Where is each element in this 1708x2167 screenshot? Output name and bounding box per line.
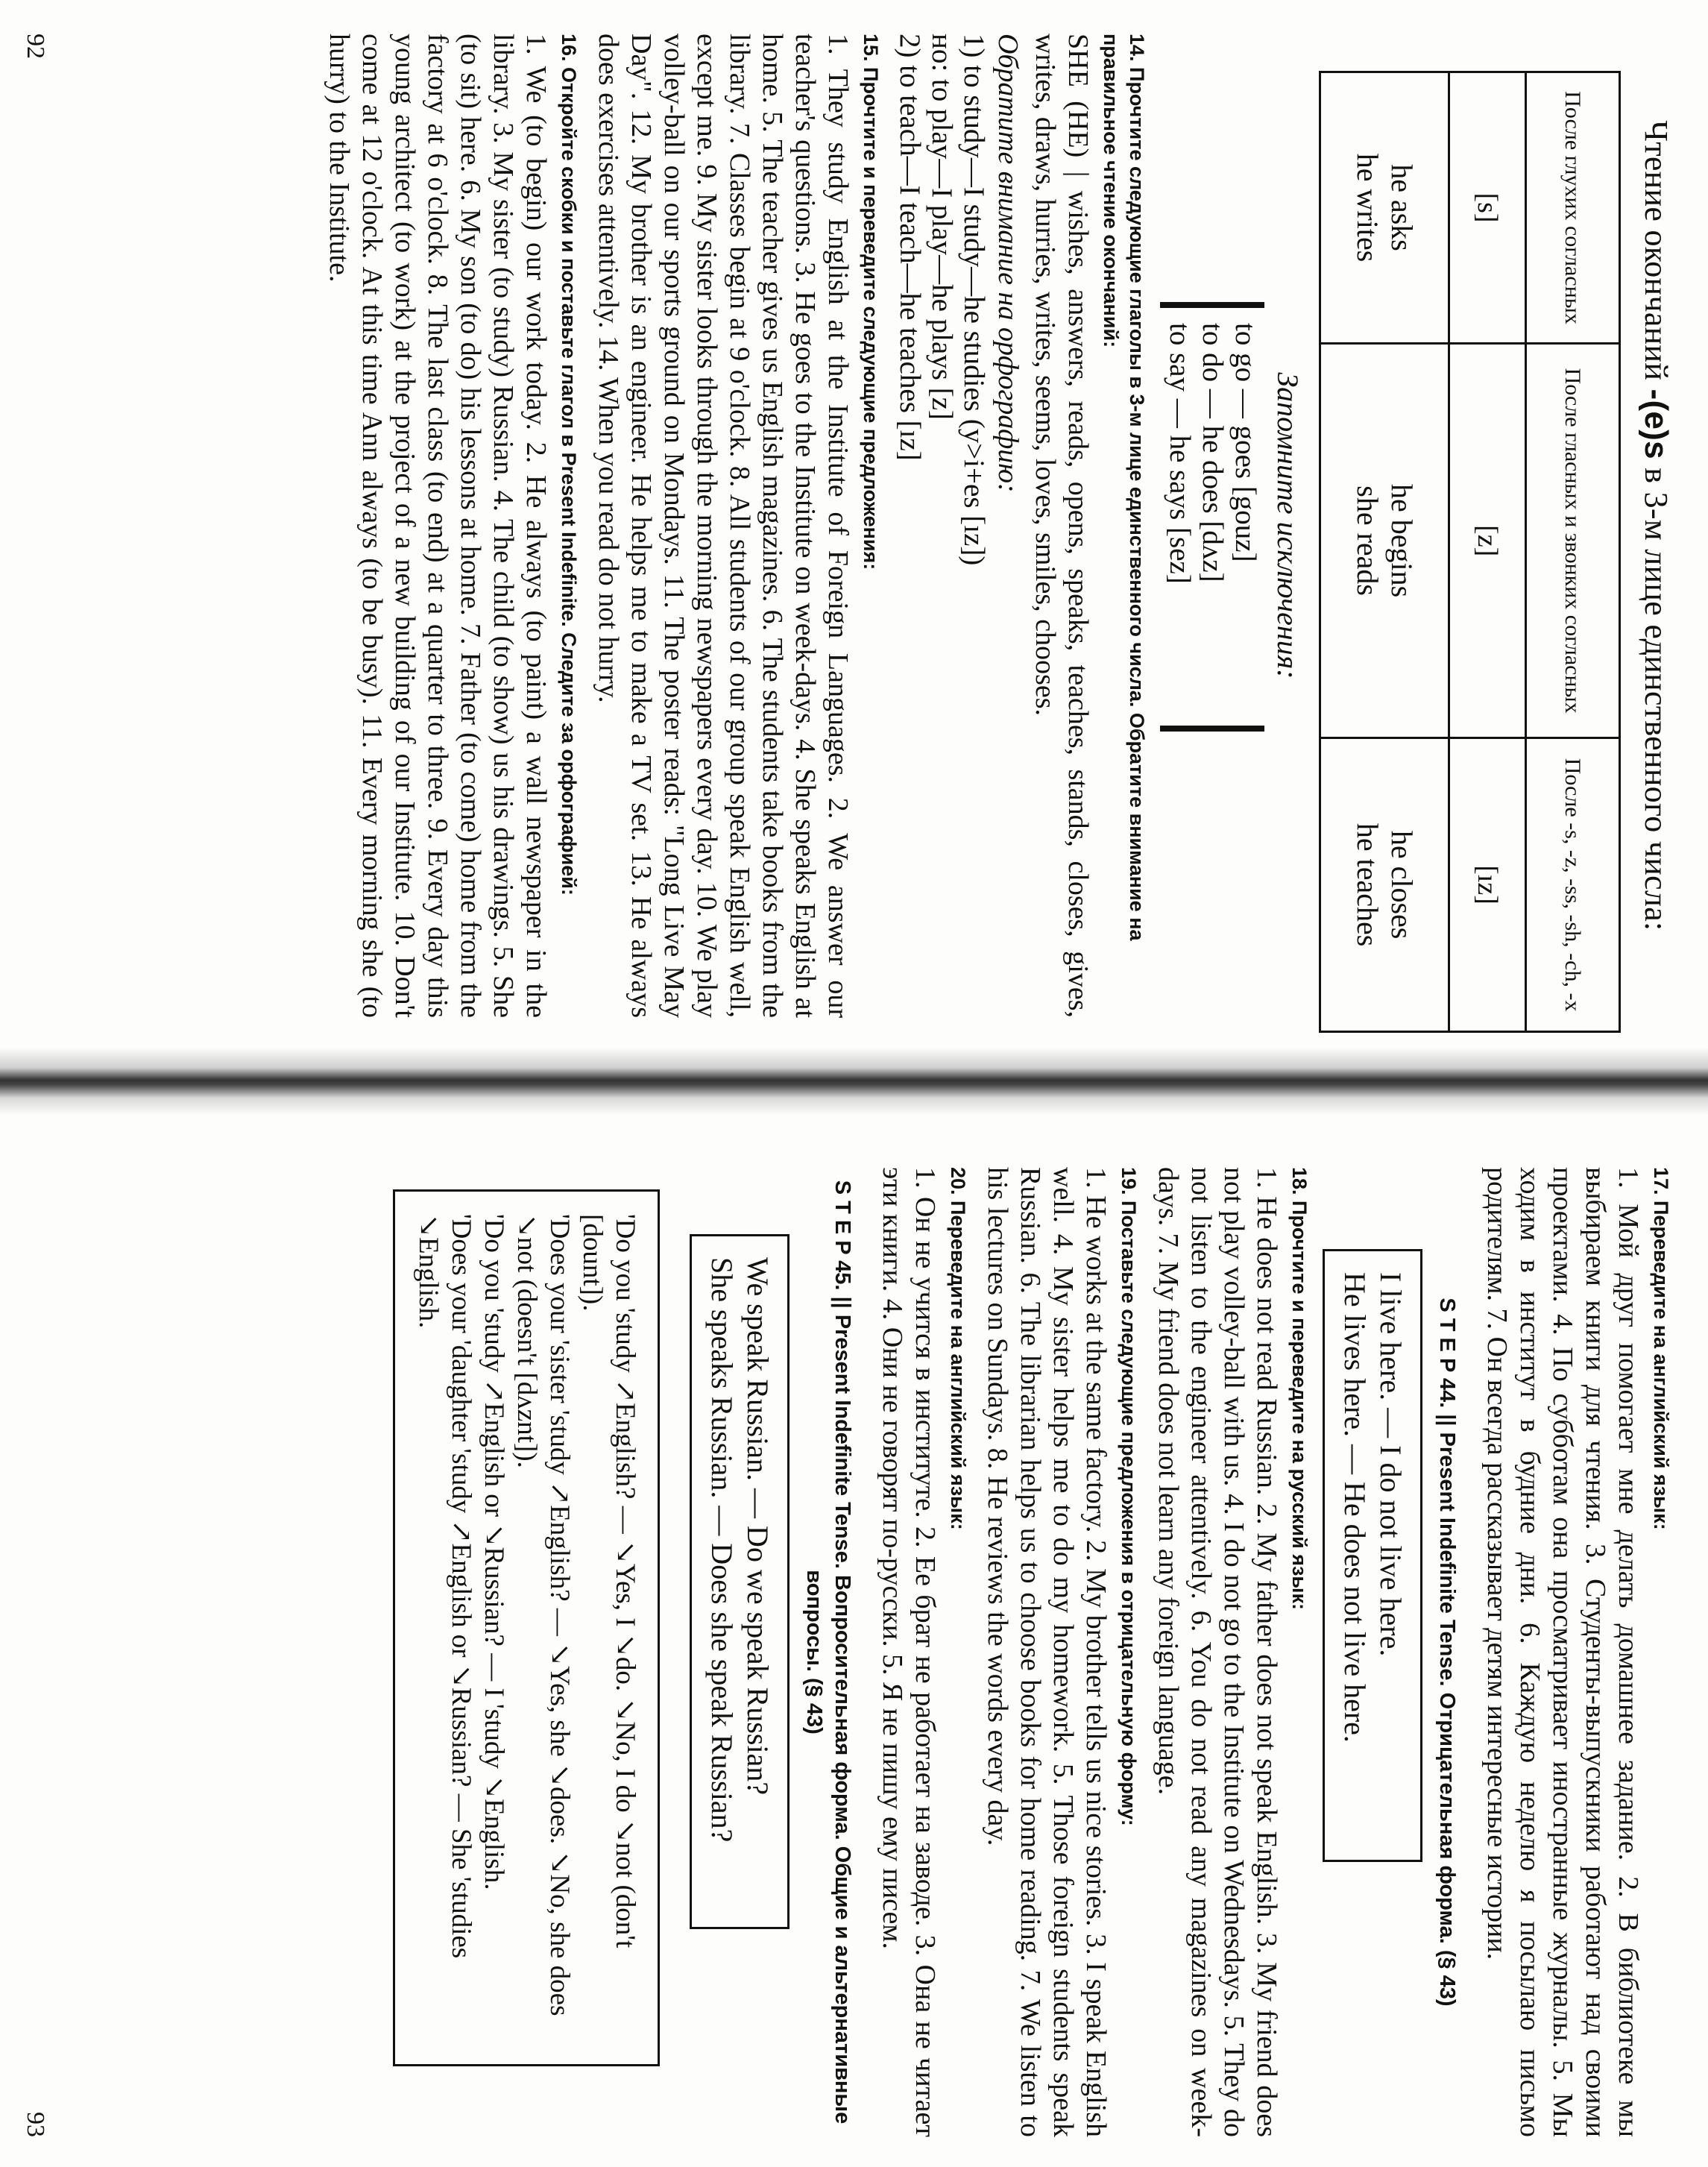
example-line: I live here. — I do not live here. [1374,1272,1408,1657]
example-line: he closes [1385,830,1419,940]
endings-table [1319,71,1621,1033]
example-line: He lives here. — He does not live here. [1338,1272,1372,1743]
intonation-dialog-box [393,1189,660,2066]
page-number: 92 [22,34,49,59]
exercise-17-text: 1. Мой друг помогает мне делать домашнее задание. 2. В библиотеке мы выбираем книги для чтения. 3. Студенты-выпускники работают над своими проектами. 4. По субботам она просматривает иностранные журналы. 5. Мы ходим в институт в будние дни. 6. Каждую неделю я посылаю письмо родителям. 7. Он всегда рассказывает детям интересные истории. [1481,1167,1644,2137]
table-sound-row [1449,72,1526,1032]
step-45-heading: S T E P 45. || Present Indefinite Tense. Вопросительная форма. Общие и альтернативные вопросы. (§ 43) [802,1180,854,2124]
exercise-19-heading: 19. Поставьте следующие предложения в отрицательную форму: [1118,1167,1140,1826]
exercise-20-text: 1. Он не учится в институте. 2. Ее брат не работает на заводе. 3. Она не читает эти книги. 4. Они не говорят по-русски. 5. Я не пишу ему писем. [877,1167,941,2137]
table-example-cell [1320,344,1449,738]
book-gutter [0,1048,1708,1115]
table-sound-cell: [ız] [1449,738,1526,1032]
table-header-cell: После -s, -z, -ss, -sh, -ch, -x [1526,738,1620,1032]
dialog-line: 'Does your 'sister 'study ↗English? — ↘Yes, she ↘does. ↘No, she does ↘not (doesn't [dʌznt]). [511,1214,575,2016]
example-box-step-44 [1323,1249,1422,1862]
dialog-line: 'Do you 'study ↗English? — ↘Yes, I ↘do. ↘No, I do ↘not (don't [dount]). [577,1214,640,1949]
table-example-cell [1320,738,1449,1032]
exercise-16-text: 1. We (to begin) our work today. 2. He always (to paint) a wall newspaper in the library. 3. My sister (to study) Russian. 4. The child (to show) us his drawings. 5. She (to sit) here. 6. My son (to do) his lessons at home. 7. Father (to come) home from the factory at 6 o'clock. 8. The last class (to end) at a quarter to three. 9. Every day this young architect (to work) at the project of a new building of our Institute. 10. Don't come at 12 o'clock. At this time Ann always (to be busy). 11. Every morning she (to hurry) to the Institute. [324,34,552,1018]
example-line: he asks [1385,164,1419,251]
example-box-step-45 [690,1234,790,1929]
table-sound-cell: [z] [1449,344,1526,738]
page-number: 93 [22,2112,49,2137]
page-title [1637,34,1675,1018]
title-text-suffix: в 3-м лице единственного числа: [1638,459,1674,931]
exercise-14-text: SHE (HE) | wishes, answers, reads, opens, speaks, teaches, stands, closes, gives, writes, draws, hurries, writes, seems, loves, smiles, chooses. [1030,34,1094,1018]
example-line: We speak Russian. — Do we speak Russian? [741,1257,775,1796]
exercise-18-heading: 18. Прочтите и переведите на русский язык: [1288,1167,1311,1610]
table-header-cell: После глухих согласных [1526,72,1620,344]
exception-item: to do — he does [dʌz] [1197,323,1229,582]
exception-item: to go — goes [gouz] [1229,323,1261,562]
dialog-line: 'Do you 'study ↗English or ↘Russian? — I 'study ↘English. [479,1214,509,1890]
left-page [0,0,1708,1048]
title-text: Чтение окончаний [1638,120,1674,389]
spelling-rule: но: to play—I play—he plays [z] [926,34,958,420]
table-example-row [1320,72,1449,1032]
example-line: he begins [1385,484,1419,598]
exercise-18-text: 1. He does not read Russian. 2. My father does not speak English. 3. My friend does not play volley-ball with us. 4. I do not go to the Institute on Wednesdays. 5. They do not listen to the engineer attentively. 6. You do not read any magazines on week-days. 7. My friend does not learn any foreign language. [1153,1167,1282,2137]
spelling-rule: 2) to teach—I teach—he teaches [ız] [894,34,926,461]
table-header-cell: После гласных и звонких согласных [1526,344,1620,738]
example-line: he writes [1351,153,1384,262]
exercise-15-text: 1. They study English at the Institute of Foreign Languages. 2. We answer our teacher's questions. 3. He goes to the Institute on week-days. 4. She speaks English at home. 5. The teacher gives us English magazines. 6. The students take books from the library. 7. Classes begin at 9 o'clock. 8. All students of our group speak English well, except me. 9. My sister looks through the morning newspapers every day. 10. We play volley-ball on our sports ground on Mondays. 11. The poster reads: "Long Live May Day". 12. My brother is an engineer. He helps me to make a TV set. 13. He always does exercises attentively. 14. When you read do not hurry. [593,34,854,1018]
right-page [0,1115,1708,2167]
exception-item: to say — he says [sez] [1164,323,1196,584]
step-44-heading: S T E P 44. || Present Indefinite Tense. Отрицательная форма. (§ 43) [1435,1298,1459,2007]
example-line: She speaks Russian. — Does she speak Russian? [705,1257,739,1843]
exercise-19-text: 1. He works at the same factory. 2. My brother tells us nice stories. 3. I speak English well. 4. My sister helps me to do my homework. 5. Those foreign students speak Russian. 6. The librarian helps us to choose books for home reading. 7. We listen to his lectures on Sundays. 8. He reviews the words every day. [982,1167,1112,2137]
exercise-15-heading: 15. Прочтите и переведите следующие предложения: [860,34,882,570]
exercise-17-heading: 17. Переведите на английский язык: [1650,1167,1672,1530]
table-example-cell [1320,72,1449,344]
example-line: he teaches [1351,823,1384,947]
table-sound-cell: [s] [1449,72,1526,344]
spelling-rule: 1) to study—I study—he studies (y>i+es [ız]) [958,34,990,566]
exercise-16-heading: 16. Откройте скобки и поставьте глагол в Present Indefinite. Следите за орфографией: [558,34,580,896]
table-header-row [1526,72,1620,1032]
dialog-line: 'Does your 'daughter 'study ↗English or ↘Russian? — She 'studies ↘English. [413,1214,476,1959]
example-line: she reads [1351,485,1384,596]
exceptions-title: Запомните исключения: [1271,372,1305,679]
exercise-20-heading: 20. Переведите на английский язык: [947,1167,969,1530]
exceptions-list [1160,302,1264,732]
exercise-14-heading: 14. Прочтите следующие глаголы в 3-м лице единственного числа. Обратите внимание на правильное чтение окончаний: [1100,34,1148,941]
title-ending: -(e)s [1638,389,1674,459]
spelling-title: Обратите внимание на орфографию: [992,34,1024,493]
